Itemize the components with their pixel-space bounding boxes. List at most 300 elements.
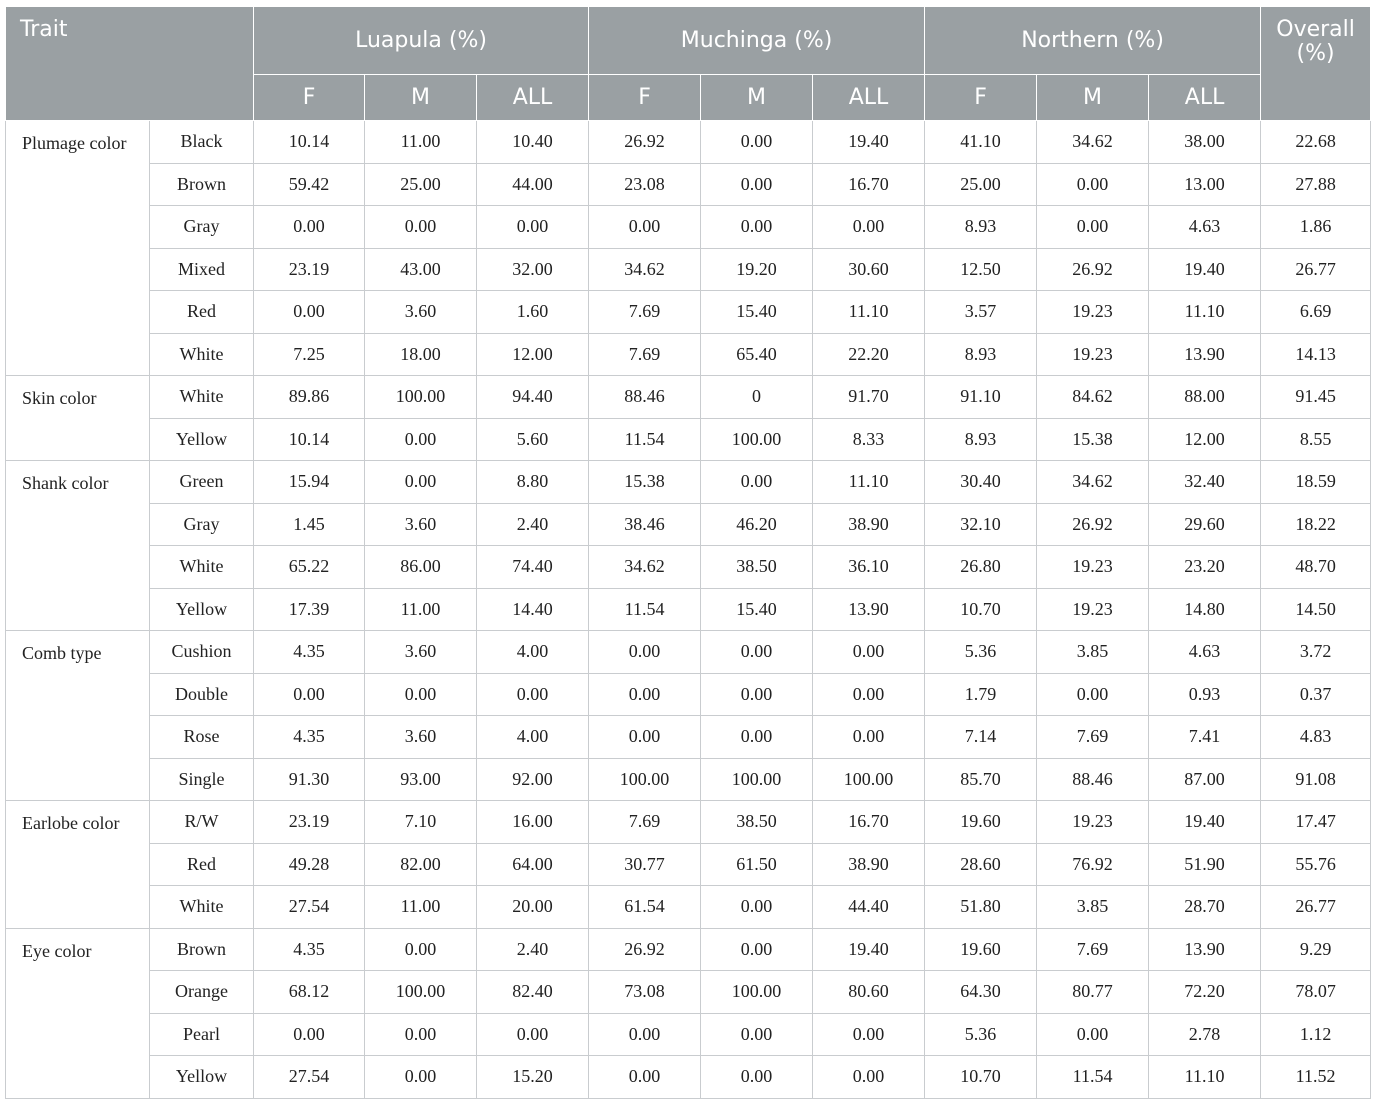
value-cell: 3.60 <box>365 716 477 759</box>
value-cell: 2.78 <box>1149 1013 1261 1056</box>
value-cell: 8.55 <box>1261 418 1371 461</box>
value-cell: 0.00 <box>477 673 589 716</box>
value-cell: 19.23 <box>1037 546 1149 589</box>
value-cell: 2.40 <box>477 928 589 971</box>
value-cell: 87.00 <box>1149 758 1261 801</box>
value-cell: 18.22 <box>1261 503 1371 546</box>
value-cell: 22.68 <box>1261 121 1371 164</box>
value-cell: 32.00 <box>477 248 589 291</box>
value-cell: 0.93 <box>1149 673 1261 716</box>
value-cell: 7.10 <box>365 801 477 844</box>
table-row <box>6 886 1371 929</box>
value-cell: 19.40 <box>1149 248 1261 291</box>
value-cell: 51.80 <box>925 886 1037 929</box>
value-cell: 14.80 <box>1149 588 1261 631</box>
value-cell: 100.00 <box>365 376 477 419</box>
value-cell: 3.60 <box>365 503 477 546</box>
value-cell: 88.46 <box>589 376 701 419</box>
value-cell: 3.60 <box>365 291 477 334</box>
table-row <box>6 461 1371 504</box>
value-cell: 11.54 <box>589 588 701 631</box>
subheader-all: ALL <box>813 75 925 121</box>
value-cell: 10.14 <box>254 121 365 164</box>
value-cell: 19.40 <box>813 928 925 971</box>
value-cell: 29.60 <box>1149 503 1261 546</box>
value-cell: 17.39 <box>254 588 365 631</box>
value-cell: 0.00 <box>365 928 477 971</box>
value-cell: 74.40 <box>477 546 589 589</box>
value-cell: 55.76 <box>1261 843 1371 886</box>
value-cell: 100.00 <box>813 758 925 801</box>
value-cell: 28.60 <box>925 843 1037 886</box>
value-cell: 23.20 <box>1149 546 1261 589</box>
value-cell: 11.52 <box>1261 1056 1371 1099</box>
value-cell: 10.40 <box>477 121 589 164</box>
value-cell: 0.00 <box>254 673 365 716</box>
value-cell: 0.00 <box>365 206 477 249</box>
value-cell: 3.85 <box>1037 631 1149 674</box>
table-row <box>6 1013 1371 1056</box>
value-cell: 0.00 <box>701 886 813 929</box>
header-region-luapula: Luapula (%) <box>254 7 589 75</box>
level-label: Pearl <box>150 1013 254 1056</box>
table-row <box>6 928 1371 971</box>
value-cell: 34.62 <box>1037 121 1149 164</box>
level-label: Yellow <box>150 1056 254 1099</box>
header-region-muchinga: Muchinga (%) <box>589 7 925 75</box>
value-cell: 8.80 <box>477 461 589 504</box>
value-cell: 15.40 <box>701 588 813 631</box>
level-label: Yellow <box>150 588 254 631</box>
value-cell: 0.00 <box>701 1056 813 1099</box>
value-cell: 11.10 <box>1149 1056 1261 1099</box>
value-cell: 46.20 <box>701 503 813 546</box>
value-cell: 8.33 <box>813 418 925 461</box>
trait-label: Eye color <box>6 928 150 1098</box>
level-label: Orange <box>150 971 254 1014</box>
subheader-m: M <box>1037 75 1149 121</box>
value-cell: 7.69 <box>1037 928 1149 971</box>
value-cell: 15.38 <box>1037 418 1149 461</box>
value-cell: 85.70 <box>925 758 1037 801</box>
value-cell: 19.60 <box>925 801 1037 844</box>
table-body <box>6 121 1371 1099</box>
value-cell: 0.00 <box>589 716 701 759</box>
value-cell: 36.10 <box>813 546 925 589</box>
value-cell: 15.38 <box>589 461 701 504</box>
value-cell: 91.45 <box>1261 376 1371 419</box>
value-cell: 11.00 <box>365 588 477 631</box>
value-cell: 26.92 <box>1037 503 1149 546</box>
value-cell: 8.93 <box>925 333 1037 376</box>
value-cell: 23.19 <box>254 248 365 291</box>
value-cell: 4.63 <box>1149 631 1261 674</box>
value-cell: 11.00 <box>365 886 477 929</box>
value-cell: 0.00 <box>701 461 813 504</box>
trait-label: Comb type <box>6 631 150 801</box>
value-cell: 7.69 <box>1037 716 1149 759</box>
value-cell: 48.70 <box>1261 546 1371 589</box>
value-cell: 43.00 <box>365 248 477 291</box>
level-label: Green <box>150 461 254 504</box>
value-cell: 7.69 <box>589 801 701 844</box>
value-cell: 64.30 <box>925 971 1037 1014</box>
level-label: Red <box>150 291 254 334</box>
value-cell: 30.60 <box>813 248 925 291</box>
value-cell: 0.37 <box>1261 673 1371 716</box>
level-label: White <box>150 376 254 419</box>
subheader-f: F <box>589 75 701 121</box>
value-cell: 0.00 <box>365 461 477 504</box>
value-cell: 0.00 <box>701 163 813 206</box>
value-cell: 13.90 <box>1149 928 1261 971</box>
value-cell: 10.14 <box>254 418 365 461</box>
value-cell: 15.40 <box>701 291 813 334</box>
level-label: Mixed <box>150 248 254 291</box>
value-cell: 0.00 <box>589 1013 701 1056</box>
value-cell: 26.92 <box>589 121 701 164</box>
value-cell: 18.00 <box>365 333 477 376</box>
value-cell: 38.50 <box>701 546 813 589</box>
value-cell: 13.90 <box>813 588 925 631</box>
value-cell: 26.77 <box>1261 248 1371 291</box>
table-row <box>6 1056 1371 1099</box>
value-cell: 1.45 <box>254 503 365 546</box>
value-cell: 0.00 <box>254 291 365 334</box>
value-cell: 13.00 <box>1149 163 1261 206</box>
table-row <box>6 971 1371 1014</box>
value-cell: 91.70 <box>813 376 925 419</box>
value-cell: 0.00 <box>701 716 813 759</box>
value-cell: 0.00 <box>813 1013 925 1056</box>
value-cell: 100.00 <box>589 758 701 801</box>
value-cell: 11.10 <box>1149 291 1261 334</box>
value-cell: 23.19 <box>254 801 365 844</box>
value-cell: 11.00 <box>365 121 477 164</box>
table-row <box>6 248 1371 291</box>
header-overall <box>1261 7 1371 121</box>
value-cell: 100.00 <box>701 418 813 461</box>
value-cell: 80.60 <box>813 971 925 1014</box>
value-cell: 28.70 <box>1149 886 1261 929</box>
value-cell: 2.40 <box>477 503 589 546</box>
value-cell: 0.00 <box>589 673 701 716</box>
level-label: Cushion <box>150 631 254 674</box>
table-row <box>6 673 1371 716</box>
table-row <box>6 716 1371 759</box>
value-cell: 4.35 <box>254 928 365 971</box>
level-label: R/W <box>150 801 254 844</box>
value-cell: 100.00 <box>701 758 813 801</box>
value-cell: 59.42 <box>254 163 365 206</box>
value-cell: 32.40 <box>1149 461 1261 504</box>
value-cell: 68.12 <box>254 971 365 1014</box>
value-cell: 94.40 <box>477 376 589 419</box>
value-cell: 4.00 <box>477 631 589 674</box>
value-cell: 6.69 <box>1261 291 1371 334</box>
value-cell: 14.40 <box>477 588 589 631</box>
table-row <box>6 801 1371 844</box>
value-cell: 14.50 <box>1261 588 1371 631</box>
value-cell: 34.62 <box>589 248 701 291</box>
value-cell: 30.77 <box>589 843 701 886</box>
value-cell: 26.77 <box>1261 886 1371 929</box>
level-label: Brown <box>150 928 254 971</box>
value-cell: 41.10 <box>925 121 1037 164</box>
subheader-f: F <box>254 75 365 121</box>
value-cell: 9.29 <box>1261 928 1371 971</box>
level-label: White <box>150 886 254 929</box>
value-cell: 0.00 <box>701 928 813 971</box>
level-label: Double <box>150 673 254 716</box>
value-cell: 34.62 <box>1037 461 1149 504</box>
value-cell: 0.00 <box>701 673 813 716</box>
trait-label: Skin color <box>6 376 150 461</box>
value-cell: 5.36 <box>925 1013 1037 1056</box>
value-cell: 19.40 <box>813 121 925 164</box>
value-cell: 25.00 <box>925 163 1037 206</box>
level-label: White <box>150 333 254 376</box>
table-row <box>6 121 1371 164</box>
value-cell: 1.12 <box>1261 1013 1371 1056</box>
value-cell: 0.00 <box>365 1013 477 1056</box>
value-cell: 0.00 <box>1037 206 1149 249</box>
value-cell: 12.00 <box>1149 418 1261 461</box>
value-cell: 10.70 <box>925 588 1037 631</box>
value-cell: 18.59 <box>1261 461 1371 504</box>
value-cell: 49.28 <box>254 843 365 886</box>
value-cell: 4.83 <box>1261 716 1371 759</box>
table-row <box>6 843 1371 886</box>
value-cell: 61.54 <box>589 886 701 929</box>
trait-label: Plumage color <box>6 121 150 376</box>
value-cell: 19.23 <box>1037 588 1149 631</box>
trait-label: Earlobe color <box>6 801 150 929</box>
level-label: Brown <box>150 163 254 206</box>
value-cell: 91.08 <box>1261 758 1371 801</box>
value-cell: 19.20 <box>701 248 813 291</box>
value-cell: 0.00 <box>1037 673 1149 716</box>
value-cell: 26.80 <box>925 546 1037 589</box>
value-cell: 5.36 <box>925 631 1037 674</box>
table-row <box>6 631 1371 674</box>
value-cell: 78.07 <box>1261 971 1371 1014</box>
value-cell: 100.00 <box>701 971 813 1014</box>
value-cell: 4.35 <box>254 631 365 674</box>
value-cell: 0 <box>701 376 813 419</box>
value-cell: 76.92 <box>1037 843 1149 886</box>
value-cell: 3.85 <box>1037 886 1149 929</box>
value-cell: 13.90 <box>1149 333 1261 376</box>
value-cell: 19.23 <box>1037 801 1149 844</box>
value-cell: 0.00 <box>813 716 925 759</box>
value-cell: 27.54 <box>254 886 365 929</box>
table-row <box>6 206 1371 249</box>
value-cell: 61.50 <box>701 843 813 886</box>
value-cell: 0.00 <box>813 673 925 716</box>
value-cell: 16.70 <box>813 801 925 844</box>
value-cell: 86.00 <box>365 546 477 589</box>
value-cell: 10.70 <box>925 1056 1037 1099</box>
value-cell: 80.77 <box>1037 971 1149 1014</box>
value-cell: 8.93 <box>925 206 1037 249</box>
value-cell: 26.92 <box>589 928 701 971</box>
table-row <box>6 163 1371 206</box>
header-region-northern: Northern (%) <box>925 7 1261 75</box>
value-cell: 0.00 <box>589 1056 701 1099</box>
table-row <box>6 376 1371 419</box>
value-cell: 7.41 <box>1149 716 1261 759</box>
level-label: Yellow <box>150 418 254 461</box>
value-cell: 0.00 <box>589 631 701 674</box>
value-cell: 27.54 <box>254 1056 365 1099</box>
value-cell: 0.00 <box>701 631 813 674</box>
value-cell: 0.00 <box>1037 1013 1149 1056</box>
value-cell: 7.69 <box>589 291 701 334</box>
level-label: Red <box>150 843 254 886</box>
value-cell: 12.50 <box>925 248 1037 291</box>
value-cell: 7.25 <box>254 333 365 376</box>
value-cell: 5.60 <box>477 418 589 461</box>
level-label: Gray <box>150 503 254 546</box>
value-cell: 3.72 <box>1261 631 1371 674</box>
value-cell: 65.40 <box>701 333 813 376</box>
header-overall-line2: (%) <box>1296 40 1335 66</box>
value-cell: 0.00 <box>477 206 589 249</box>
subheader-m: M <box>365 75 477 121</box>
value-cell: 19.40 <box>1149 801 1261 844</box>
trait-frequency-table <box>5 6 1371 1099</box>
value-cell: 1.86 <box>1261 206 1371 249</box>
value-cell: 91.30 <box>254 758 365 801</box>
subheader-m: M <box>701 75 813 121</box>
subheader-all: ALL <box>1149 75 1261 121</box>
value-cell: 38.50 <box>701 801 813 844</box>
value-cell: 17.47 <box>1261 801 1371 844</box>
value-cell: 0.00 <box>589 206 701 249</box>
value-cell: 11.10 <box>813 291 925 334</box>
level-label: Black <box>150 121 254 164</box>
header-trait: Trait <box>6 7 254 121</box>
value-cell: 16.70 <box>813 163 925 206</box>
level-label: Single <box>150 758 254 801</box>
value-cell: 100.00 <box>365 971 477 1014</box>
value-cell: 93.00 <box>365 758 477 801</box>
value-cell: 65.22 <box>254 546 365 589</box>
header-overall-line1: Overall <box>1276 16 1355 42</box>
level-label: White <box>150 546 254 589</box>
table-row <box>6 333 1371 376</box>
value-cell: 3.57 <box>925 291 1037 334</box>
value-cell: 0.00 <box>813 206 925 249</box>
value-cell: 0.00 <box>813 1056 925 1099</box>
value-cell: 0.00 <box>365 1056 477 1099</box>
value-cell: 89.86 <box>254 376 365 419</box>
value-cell: 38.46 <box>589 503 701 546</box>
value-cell: 32.10 <box>925 503 1037 546</box>
value-cell: 0.00 <box>701 206 813 249</box>
value-cell: 26.92 <box>1037 248 1149 291</box>
value-cell: 30.40 <box>925 461 1037 504</box>
trait-label: Shank color <box>6 461 150 631</box>
value-cell: 25.00 <box>365 163 477 206</box>
value-cell: 84.62 <box>1037 376 1149 419</box>
value-cell: 7.14 <box>925 716 1037 759</box>
value-cell: 38.90 <box>813 503 925 546</box>
value-cell: 0.00 <box>254 1013 365 1056</box>
value-cell: 19.23 <box>1037 291 1149 334</box>
table-row <box>6 291 1371 334</box>
value-cell: 73.08 <box>589 971 701 1014</box>
value-cell: 11.54 <box>589 418 701 461</box>
value-cell: 12.00 <box>477 333 589 376</box>
value-cell: 51.90 <box>1149 843 1261 886</box>
value-cell: 88.46 <box>1037 758 1149 801</box>
table-row <box>6 758 1371 801</box>
value-cell: 64.00 <box>477 843 589 886</box>
value-cell: 1.79 <box>925 673 1037 716</box>
value-cell: 0.00 <box>477 1013 589 1056</box>
value-cell: 16.00 <box>477 801 589 844</box>
value-cell: 4.00 <box>477 716 589 759</box>
value-cell: 20.00 <box>477 886 589 929</box>
table-row <box>6 546 1371 589</box>
subheader-all: ALL <box>477 75 589 121</box>
value-cell: 91.10 <box>925 376 1037 419</box>
value-cell: 82.00 <box>365 843 477 886</box>
value-cell: 0.00 <box>1037 163 1149 206</box>
level-label: Gray <box>150 206 254 249</box>
value-cell: 0.00 <box>701 121 813 164</box>
value-cell: 0.00 <box>365 673 477 716</box>
value-cell: 4.63 <box>1149 206 1261 249</box>
value-cell: 23.08 <box>589 163 701 206</box>
table-row <box>6 418 1371 461</box>
value-cell: 72.20 <box>1149 971 1261 1014</box>
level-label: Rose <box>150 716 254 759</box>
table-row <box>6 588 1371 631</box>
value-cell: 4.35 <box>254 716 365 759</box>
value-cell: 27.88 <box>1261 163 1371 206</box>
value-cell: 3.60 <box>365 631 477 674</box>
table-row <box>6 503 1371 546</box>
value-cell: 8.93 <box>925 418 1037 461</box>
value-cell: 7.69 <box>589 333 701 376</box>
value-cell: 34.62 <box>589 546 701 589</box>
value-cell: 15.94 <box>254 461 365 504</box>
value-cell: 88.00 <box>1149 376 1261 419</box>
value-cell: 92.00 <box>477 758 589 801</box>
subheader-f: F <box>925 75 1037 121</box>
value-cell: 19.23 <box>1037 333 1149 376</box>
value-cell: 44.00 <box>477 163 589 206</box>
value-cell: 0.00 <box>813 631 925 674</box>
value-cell: 11.10 <box>813 461 925 504</box>
value-cell: 0.00 <box>701 1013 813 1056</box>
value-cell: 11.54 <box>1037 1056 1149 1099</box>
value-cell: 0.00 <box>365 418 477 461</box>
value-cell: 14.13 <box>1261 333 1371 376</box>
value-cell: 44.40 <box>813 886 925 929</box>
value-cell: 15.20 <box>477 1056 589 1099</box>
value-cell: 19.60 <box>925 928 1037 971</box>
value-cell: 38.00 <box>1149 121 1261 164</box>
value-cell: 38.90 <box>813 843 925 886</box>
value-cell: 82.40 <box>477 971 589 1014</box>
value-cell: 1.60 <box>477 291 589 334</box>
value-cell: 22.20 <box>813 333 925 376</box>
value-cell: 0.00 <box>254 206 365 249</box>
